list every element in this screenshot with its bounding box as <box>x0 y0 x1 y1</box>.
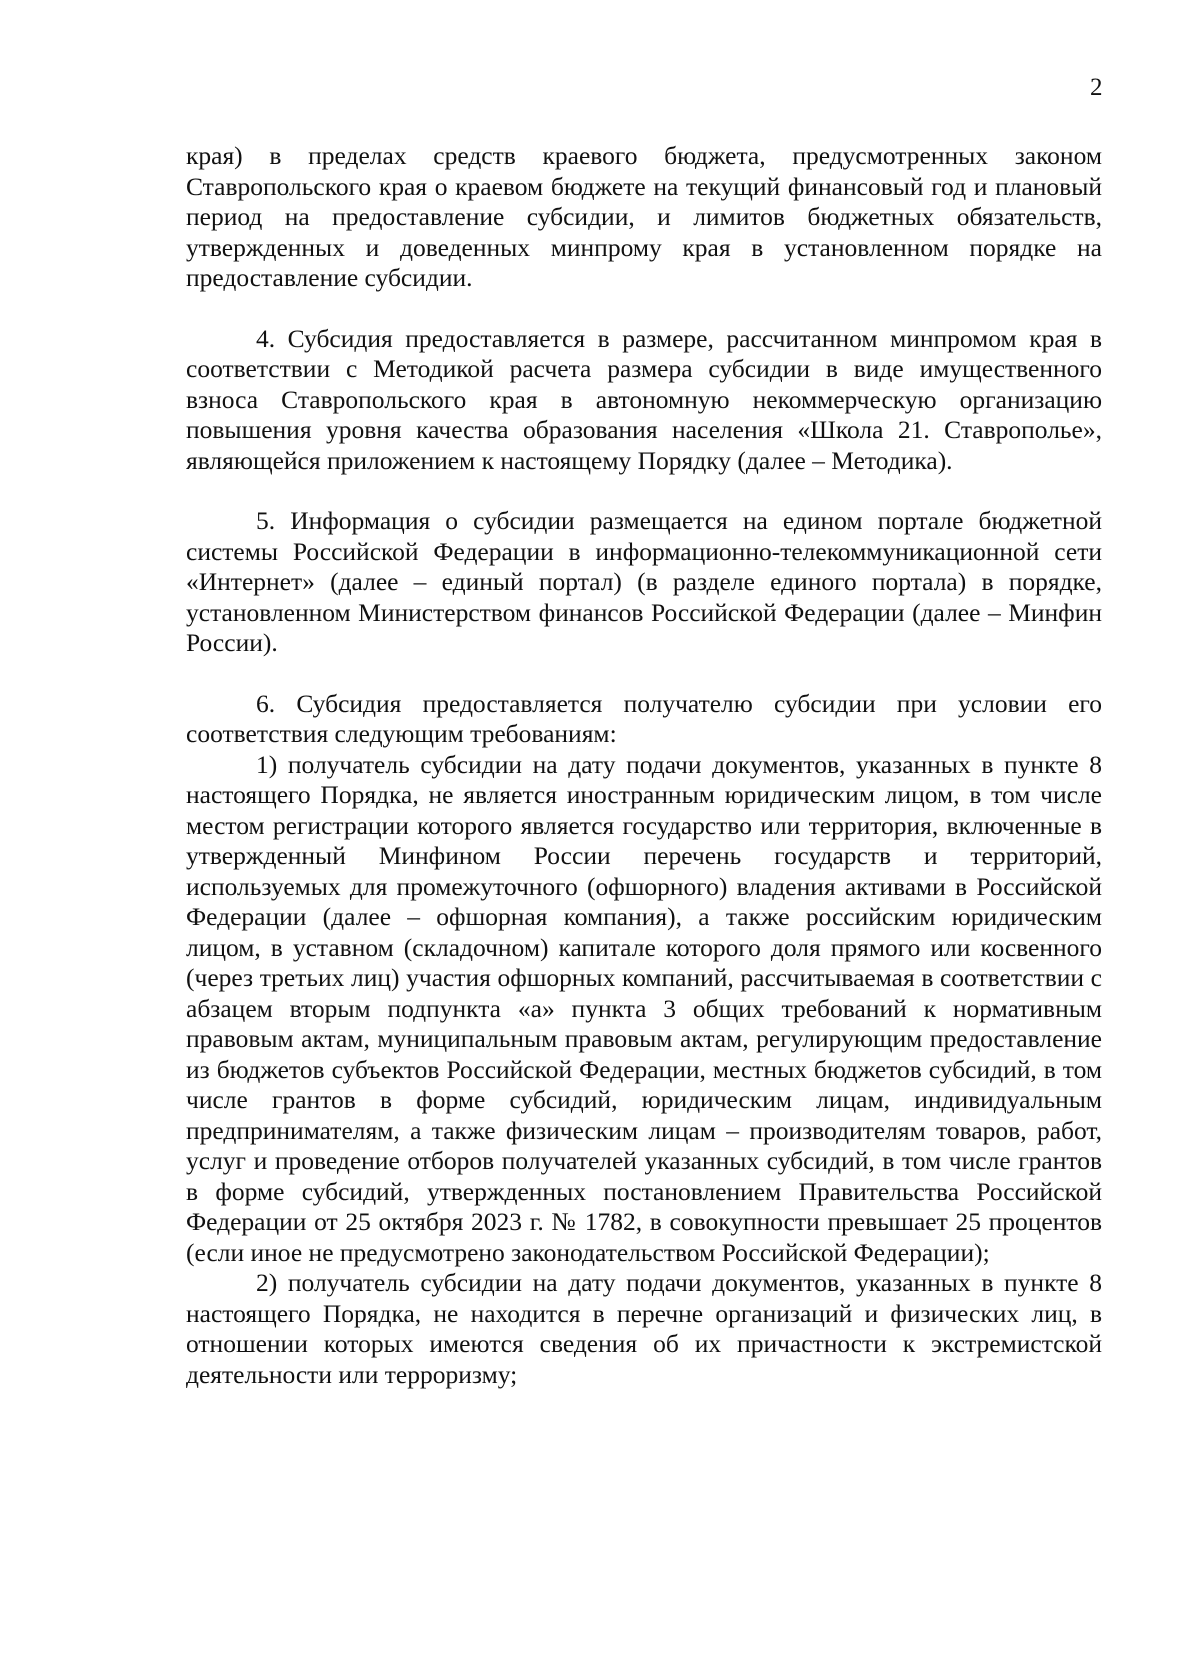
subparagraph-2: 2) получатель субсидии на дату подачи документов, указанных в пункте 8 настоящего Порядка, не находится в перечне организаций и физических лиц, в отношении которых имеются сведения об их причастности к экстремистской деятельности или терроризму; <box>186 1268 1102 1389</box>
document-body <box>186 141 1102 1390</box>
subparagraph-1: 1) получатель субсидии на дату подачи документов, указанных в пункте 8 настоящего Порядка, не является иностранным юридическим лицом, в том числе местом регистрации которого является государство или территория, включенные в утвержденный Минфином России перечень государств и территорий, используемых для промежуточного (офшорного) владения активами в Российской Федерации (далее – офшорная компания), а также российским юридическим лицом, в уставном (складочном) капитале которого доля прямого или косвенного (через третьих лиц) участия офшорных компаний, рассчитываемая в соответствии с абзацем вторым подпункта «а» пункта 3 общих требований к нормативным правовым актам, муниципальным правовым актам, регулирующим предоставление из бюджетов субъектов Российской Федерации, местных бюджетов субсидий, в том числе грантов в форме субсидий, юридическим лицам, индивидуальным предпринимателям, а также физическим лицам – производителям товаров, работ, услуг и проведение отборов получателей указанных субсидий, в том числе грантов в форме субсидий, утвержденных постановлением Правительства Российской Федерации от 25 октября 2023 г. № 1782, в совокупности превышает 25 процентов (если иное не предусмотрено законодательством Российской Федерации); <box>186 749 1102 1267</box>
page-number: 2 <box>1090 74 1103 101</box>
paragraph-item-6: 6. Субсидия предоставляется получателю субсидии при условии его соответствия следующим требованиям: <box>186 688 1102 748</box>
paragraph-continuation: края) в пределах средств краевого бюджета, предусмотренных законом Ставропольского края о краевом бюджете на текущий финансовый год и плановый период на предоставление субсидии, и лимитов бюджетных обязательств, утвержденных и доведенных минпрому края в установленном порядке на предоставление субсидии. <box>186 141 1102 292</box>
paragraph-item-5: 5. Информация о субсидии размещается на едином портале бюджетной системы Российской Федерации в информационно-телекоммуникационной сети «Интернет» (далее – единый портал) (в разделе единого портала) в порядке, установленном Министерством финансов Российской Федерации (далее – Минфин России). <box>186 506 1102 657</box>
paragraph-item-4: 4. Субсидия предоставляется в размере, рассчитанном минпромом края в соответствии с Методикой расчета размера субсидии в виде имущественного взноса Ставропольского края в автономную некоммерческую организацию повышения уровня качества образования населения «Школа 21. Ставрополье», являющейся приложением к настоящему Порядку (далее – Методика). <box>186 323 1102 475</box>
